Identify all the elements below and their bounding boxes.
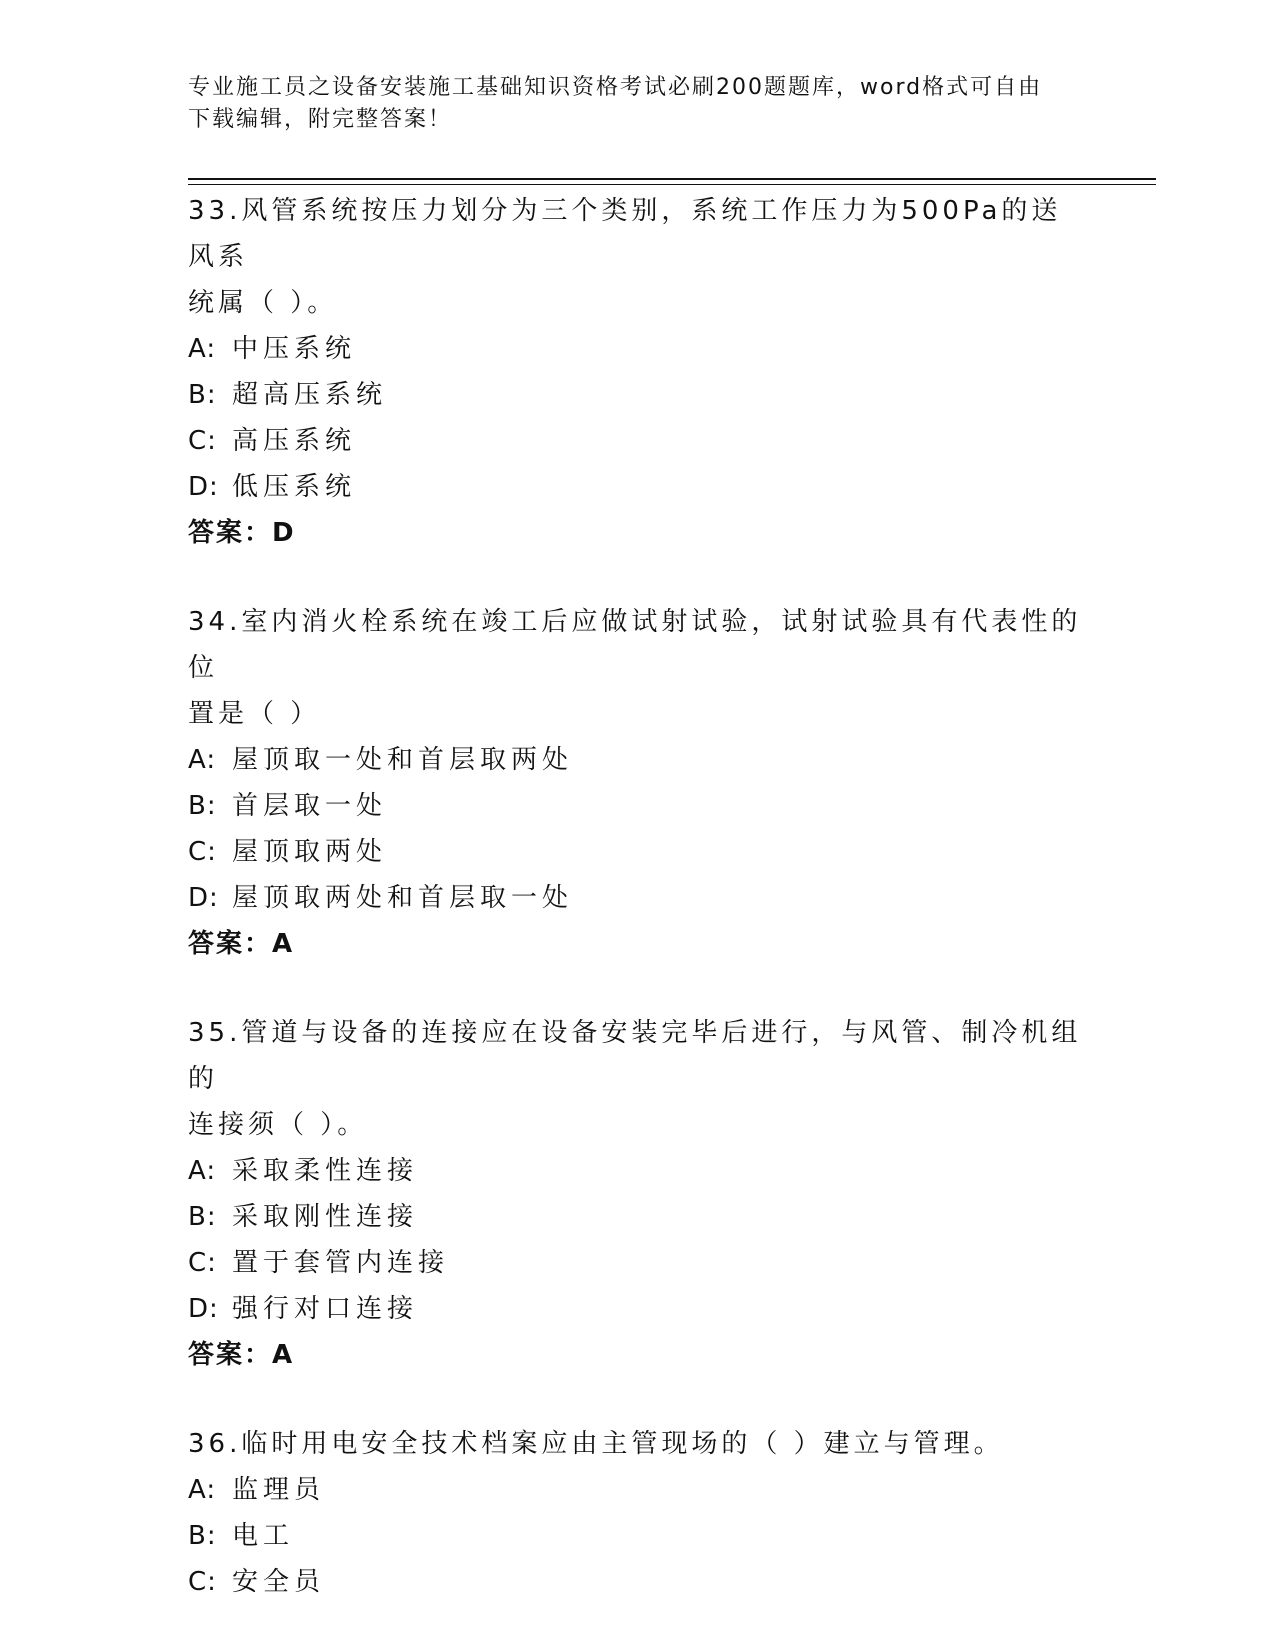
answer-label: 答案：: [188, 518, 273, 548]
option-text: 屋顶取两处: [232, 837, 388, 867]
option-letter: A:: [188, 745, 217, 775]
option-letter: D:: [188, 472, 219, 502]
option-a: [188, 326, 1088, 372]
stem-line-1: 35.管道与设备的连接应在设备安装完毕后进行，与风管、制冷机组的: [188, 1018, 1082, 1094]
document-header: [188, 72, 1068, 136]
option-c: [188, 1240, 1088, 1286]
answer-line: [188, 510, 1088, 556]
option-letter: B:: [188, 380, 217, 410]
option-letter: A:: [188, 334, 217, 364]
option-a: [188, 1467, 1088, 1513]
option-text: 采取刚性连接: [232, 1202, 419, 1232]
stem-line-1: 34.室内消火栓系统在竣工后应做试射试验，试射试验具有代表性的位: [188, 607, 1082, 683]
option-d: [188, 1286, 1088, 1332]
option-text: 电工: [232, 1521, 295, 1551]
option-text: 置于套管内连接: [232, 1248, 450, 1278]
option-text: 高压系统: [232, 426, 357, 456]
question-34: [188, 599, 1088, 967]
option-b: [188, 1513, 1088, 1559]
question-stem: [188, 599, 1088, 737]
option-a: [188, 737, 1088, 783]
option-letter: A:: [188, 1475, 217, 1505]
question-35: [188, 1010, 1088, 1378]
header-divider-thick: [188, 178, 1156, 180]
stem-line-2: 置是（ ）: [188, 699, 321, 729]
option-text: 首层取一处: [232, 791, 388, 821]
answer-line: [188, 1332, 1088, 1378]
stem-line-1: 36.临时用电安全技术档案应由主管现场的（ ）建立与管理。: [188, 1429, 1004, 1459]
option-text: 低压系统: [232, 472, 357, 502]
answer-value: A: [272, 1340, 293, 1370]
stem-line-1: 33.风管系统按压力划分为三个类别，系统工作压力为500Pa的送风系: [188, 196, 1062, 272]
option-letter: B:: [188, 791, 217, 821]
question-list: [188, 188, 1088, 1648]
option-text: 超高压系统: [232, 380, 388, 410]
stem-line-2: 连接须（ ）。: [188, 1110, 368, 1140]
option-letter: D:: [188, 1294, 219, 1324]
answer-line: [188, 921, 1088, 967]
option-c: [188, 1559, 1088, 1605]
option-text: 屋顶取一处和首层取两处: [232, 745, 574, 775]
option-letter: B:: [188, 1202, 217, 1232]
option-letter: A:: [188, 1156, 217, 1186]
option-d: [188, 875, 1088, 921]
option-text: 监理员: [232, 1475, 326, 1505]
answer-value: A: [272, 929, 293, 959]
option-c: [188, 829, 1088, 875]
header-divider-thin: [188, 184, 1156, 185]
option-b: [188, 1194, 1088, 1240]
option-text: 安全员: [232, 1567, 326, 1597]
option-letter: C:: [188, 837, 217, 867]
stem-line-2: 统属（ ）。: [188, 288, 338, 318]
option-a: [188, 1148, 1088, 1194]
answer-label: 答案：: [188, 929, 273, 959]
question-36: [188, 1421, 1088, 1605]
question-stem: [188, 188, 1088, 326]
question-stem: [188, 1010, 1088, 1148]
option-letter: C:: [188, 1248, 217, 1278]
header-line-1: 专业施工员之设备安装施工基础知识资格考试必刷200题题库，word格式可自由: [188, 75, 1043, 100]
header-line-2: 下载编辑，附完整答案！: [188, 107, 453, 132]
option-letter: D:: [188, 883, 219, 913]
option-d: [188, 464, 1088, 510]
option-letter: C:: [188, 426, 217, 456]
option-text: 采取柔性连接: [232, 1156, 419, 1186]
option-text: 强行对口连接: [232, 1294, 419, 1324]
option-b: [188, 372, 1088, 418]
question-33: [188, 188, 1088, 556]
option-b: [188, 783, 1088, 829]
answer-value: D: [272, 518, 294, 548]
option-text: 屋顶取两处和首层取一处: [232, 883, 574, 913]
question-stem: [188, 1421, 1088, 1467]
option-letter: B:: [188, 1521, 217, 1551]
option-c: [188, 418, 1088, 464]
option-letter: C:: [188, 1567, 217, 1597]
option-text: 中压系统: [232, 334, 357, 364]
answer-label: 答案：: [188, 1340, 273, 1370]
